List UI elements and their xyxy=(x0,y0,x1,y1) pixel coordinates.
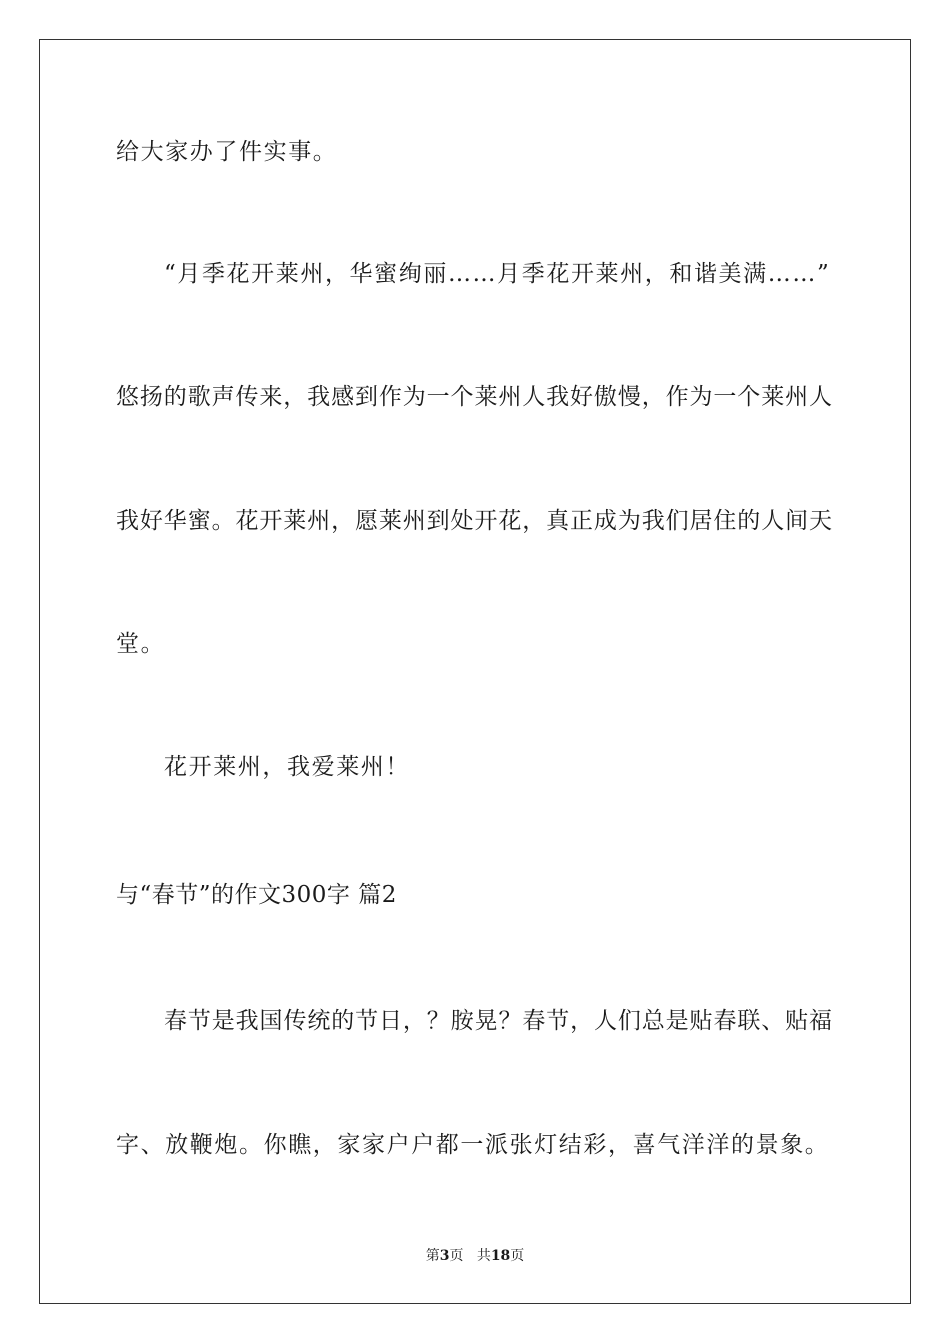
text-line-2: “月季花开莱州，华蜜绚丽……月季花开莱州，和谐美满……” xyxy=(164,261,831,287)
text-line-4: 我好华蜜。花开莱州，愿莱州到处开花，真正成为我们居住的人间天 xyxy=(116,508,832,534)
page-prefix: 第 xyxy=(425,1248,440,1264)
total-prefix: 共 xyxy=(476,1248,491,1264)
section-heading: 与“春节”的作文300字 篇2 xyxy=(116,882,397,908)
total-suffix: 页 xyxy=(510,1248,525,1264)
text-line-8: 春节是我国传统的节日，？胺晃？春节，人们总是贴春联、贴福 xyxy=(164,1008,832,1034)
text-line-3: 悠扬的歌声传来，我感到作为一个莱州人我好傲慢，作为一个莱州人 xyxy=(116,384,832,410)
page-suffix: 页 xyxy=(449,1248,464,1264)
text-line-5: 堂。 xyxy=(116,631,166,657)
text-line-6: 花开莱州，我爱莱州！ xyxy=(164,754,410,780)
text-line-1: 给大家办了件实事。 xyxy=(116,139,338,165)
page-footer xyxy=(0,1247,950,1265)
page-number: 3 xyxy=(439,1248,450,1264)
page-border xyxy=(39,39,911,1304)
total-pages: 18 xyxy=(490,1248,511,1264)
text-line-9: 字、放鞭炮。你瞧，家家户户都一派张灯结彩，喜气洋洋的景象。 xyxy=(116,1132,830,1158)
